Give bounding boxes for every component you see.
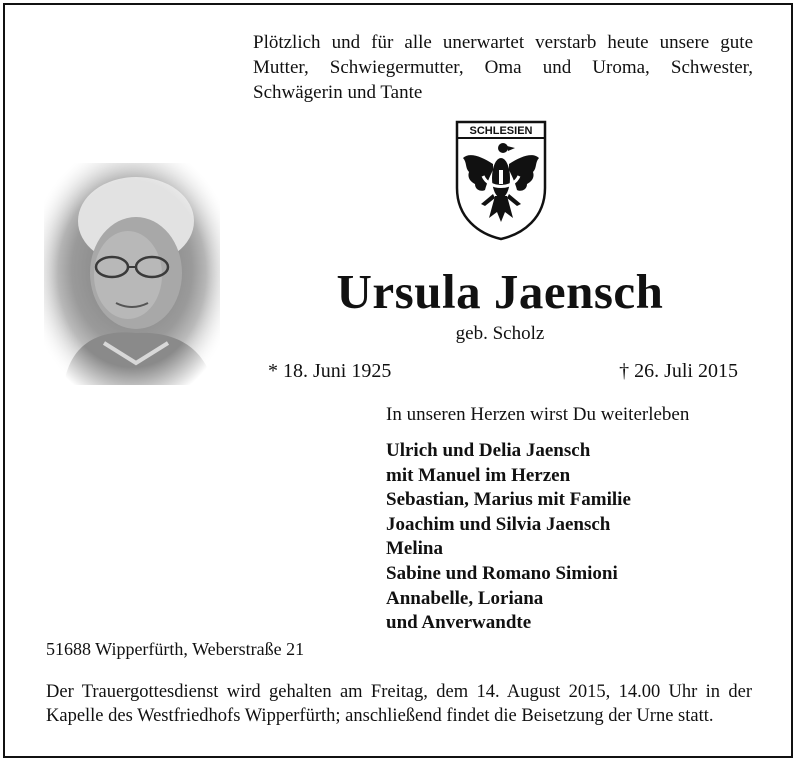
- maiden-name: geb. Scholz: [455, 323, 545, 344]
- eagle-crest-icon: [453, 118, 549, 242]
- relative-line: Sabine und Romano Simioni: [386, 562, 618, 584]
- relative-line: Melina: [386, 538, 443, 560]
- relatives-list: [386, 439, 631, 636]
- deceased-name: Ursula Jaensch: [336, 264, 664, 319]
- service-note: Der Trauergottesdienst wird gehalten am Freitag, dem 14. August 2015, 14.00 Uhr in der Kapelle des Westfriedhofs Wipperfürth; anschließend findet die Beisetzung der Urne statt.: [46, 682, 752, 726]
- relative-line: Annabelle, Loriana: [386, 587, 544, 609]
- address-text: 51688 Wipperfürth, Weberstraße 21: [46, 639, 305, 659]
- intro-text: Plötzlich und für alle unerwartet verstarb heute unsere gute Mutter, Schwiegermutter, Oma und Uroma, Schwester, Schwägerin und Tante: [253, 32, 753, 103]
- relative-line: und Anverwandte: [386, 612, 532, 634]
- relative-line: Joachim und Silvia Jaensch: [386, 513, 611, 535]
- relative-line: mit Manuel im Herzen: [386, 464, 571, 486]
- motto-text: In unseren Herzen wirst Du weiterleben: [386, 404, 690, 425]
- portrait-photo: [44, 163, 220, 385]
- relative-line: Sebastian, Marius mit Familie: [386, 489, 631, 511]
- birth-date: * 18. Juni 1925: [268, 360, 392, 382]
- relative-line: Ulrich und Delia Jaensch: [386, 440, 591, 461]
- crest-label: SCHLESIEN: [469, 125, 533, 137]
- death-date: † 26. Juli 2015: [619, 360, 738, 382]
